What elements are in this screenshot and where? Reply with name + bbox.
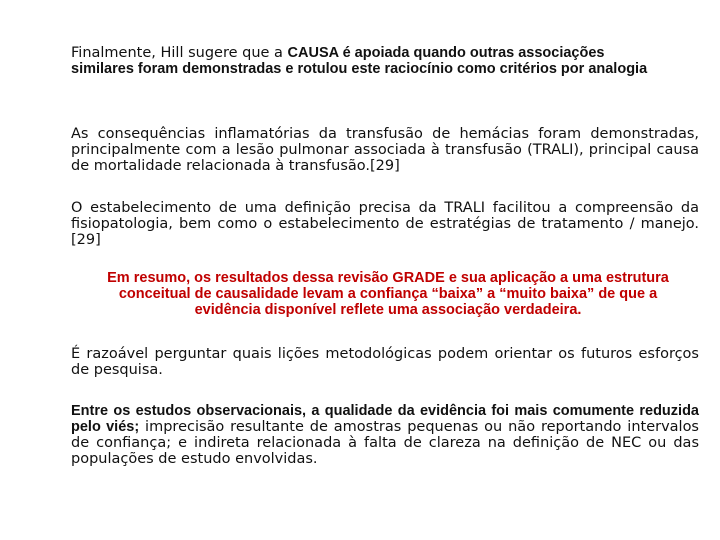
- bullet-text-1: [71, 45, 656, 77]
- bullet-text-6: [71, 403, 699, 467]
- bullet-text-2: As consequências inflamatórias da transfusão de hemácias foram demonstradas, principalmente com a lesão pulmonar associada à transfusão (TRALI), principal causa de mortalidade relacionada à transfusão.[29]: [71, 126, 699, 174]
- bullet-text-6-bold: Entre os estudos observacionais, a qualidade da evidência foi mais comumente reduzida pelo viés;: [71, 403, 699, 435]
- bullet-text-3: O estabelecimento de uma definição precisa da TRALI facilitou a compreensão da fisiopatologia, bem como o estabelecimento de estratégias de tratamento / manejo.[29]: [71, 200, 699, 248]
- bullet-text-1-plain: Finalmente, Hill sugere que a: [71, 45, 288, 61]
- bullet-text-1-bold: CAUSA é apoiada quando outras associações similares foram demonstradas e rotulou este raciocínio como critérios por analogia: [71, 45, 648, 77]
- bullet-text-6-plain: imprecisão resultante de amostras pequenas ou não reportando intervalos de confiança; e indireta relacionada à falta de clareza na definição de NEC ou das populações de estudo envolvidas.: [71, 419, 699, 467]
- bullet-text-5: É razoável perguntar quais lições metodológicas podem orientar os futuros esforços de pesquisa.: [71, 346, 699, 378]
- bullet-text-4-emphasis: Em resumo, os resultados dessa revisão GRADE e sua aplicação a uma estrutura conceitual de causalidade levam a confiança “baixa” a “muito baixa” de que a evidência disponível reflete uma associação verdadeira.: [107, 270, 669, 318]
